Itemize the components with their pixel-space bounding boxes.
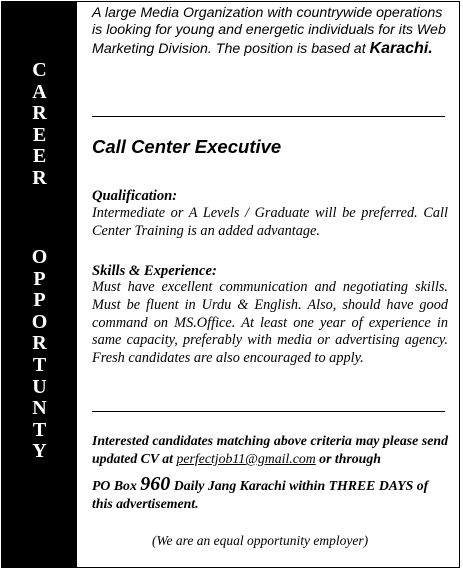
qualification-heading: Qualification: <box>92 188 178 204</box>
sidebar-letter: E <box>32 123 47 146</box>
qualification-text: Intermediate or A Levels / Graduate will be preferred. Call Center Training is an added advantage. <box>92 205 448 239</box>
skills-text: Must have excellent communication and negotiating skills. Must be fluent in Urdu & English. Also, should have good command on MS.Office. At least one year of experience in same capacity, preferably with media or advertising agency. Fresh candidates are also encouraged to apply. <box>92 279 448 367</box>
sidebar-letter: P <box>33 289 46 312</box>
intro-city: Karachi. <box>369 39 433 57</box>
job-title: Call Center Executive <box>92 136 282 157</box>
sidebar-letter: N <box>32 397 47 420</box>
divider <box>92 411 445 412</box>
sidebar-letter: O <box>31 246 48 268</box>
po-suffix: Daily Jang Karachi within THREE DAYS of this advertisement. <box>92 478 429 511</box>
apply-instructions <box>92 432 448 513</box>
po-prefix: PO Box <box>92 478 141 493</box>
intro-text: A large Media Organization with countrywide operations is looking for young and energetic individuals for its Web Marketing Division. The position is based at <box>92 5 446 57</box>
apply-text: Interested candidates matching above criteria may please send updated CV at <box>92 433 448 466</box>
sidebar-letter: T <box>32 418 47 441</box>
sidebar-word-career <box>2 60 77 190</box>
po-box-line <box>92 475 448 513</box>
intro-paragraph <box>92 5 452 58</box>
sidebar-letter: P <box>33 267 46 290</box>
sidebar-letter: A <box>32 80 47 103</box>
skills-heading: Skills & Experience: <box>92 263 217 279</box>
ad-content <box>92 2 451 567</box>
sidebar-word-opportunity <box>2 247 77 463</box>
sidebar-letter: C <box>32 59 47 81</box>
email-link[interactable]: perfectjob11@gmail.com <box>176 451 316 466</box>
sidebar-letter: Y <box>32 440 47 463</box>
po-box-number: 960 <box>140 473 171 495</box>
sidebar-letter: U <box>32 375 47 398</box>
sidebar-letter: R <box>32 102 47 125</box>
job-advertisement <box>1 1 460 568</box>
equal-opportunity-note: (We are an equal opportunity employer) <box>152 533 369 548</box>
sidebar-letter: R <box>32 332 47 355</box>
sidebar-letter: T <box>32 353 47 376</box>
divider <box>92 116 445 117</box>
apply-text-end: or through <box>315 451 381 466</box>
apply-line <box>92 432 448 468</box>
sidebar-letter: E <box>32 145 47 168</box>
sidebar-letter: R <box>32 166 47 189</box>
sidebar-letter: O <box>31 310 48 333</box>
sidebar-banner <box>2 2 77 567</box>
